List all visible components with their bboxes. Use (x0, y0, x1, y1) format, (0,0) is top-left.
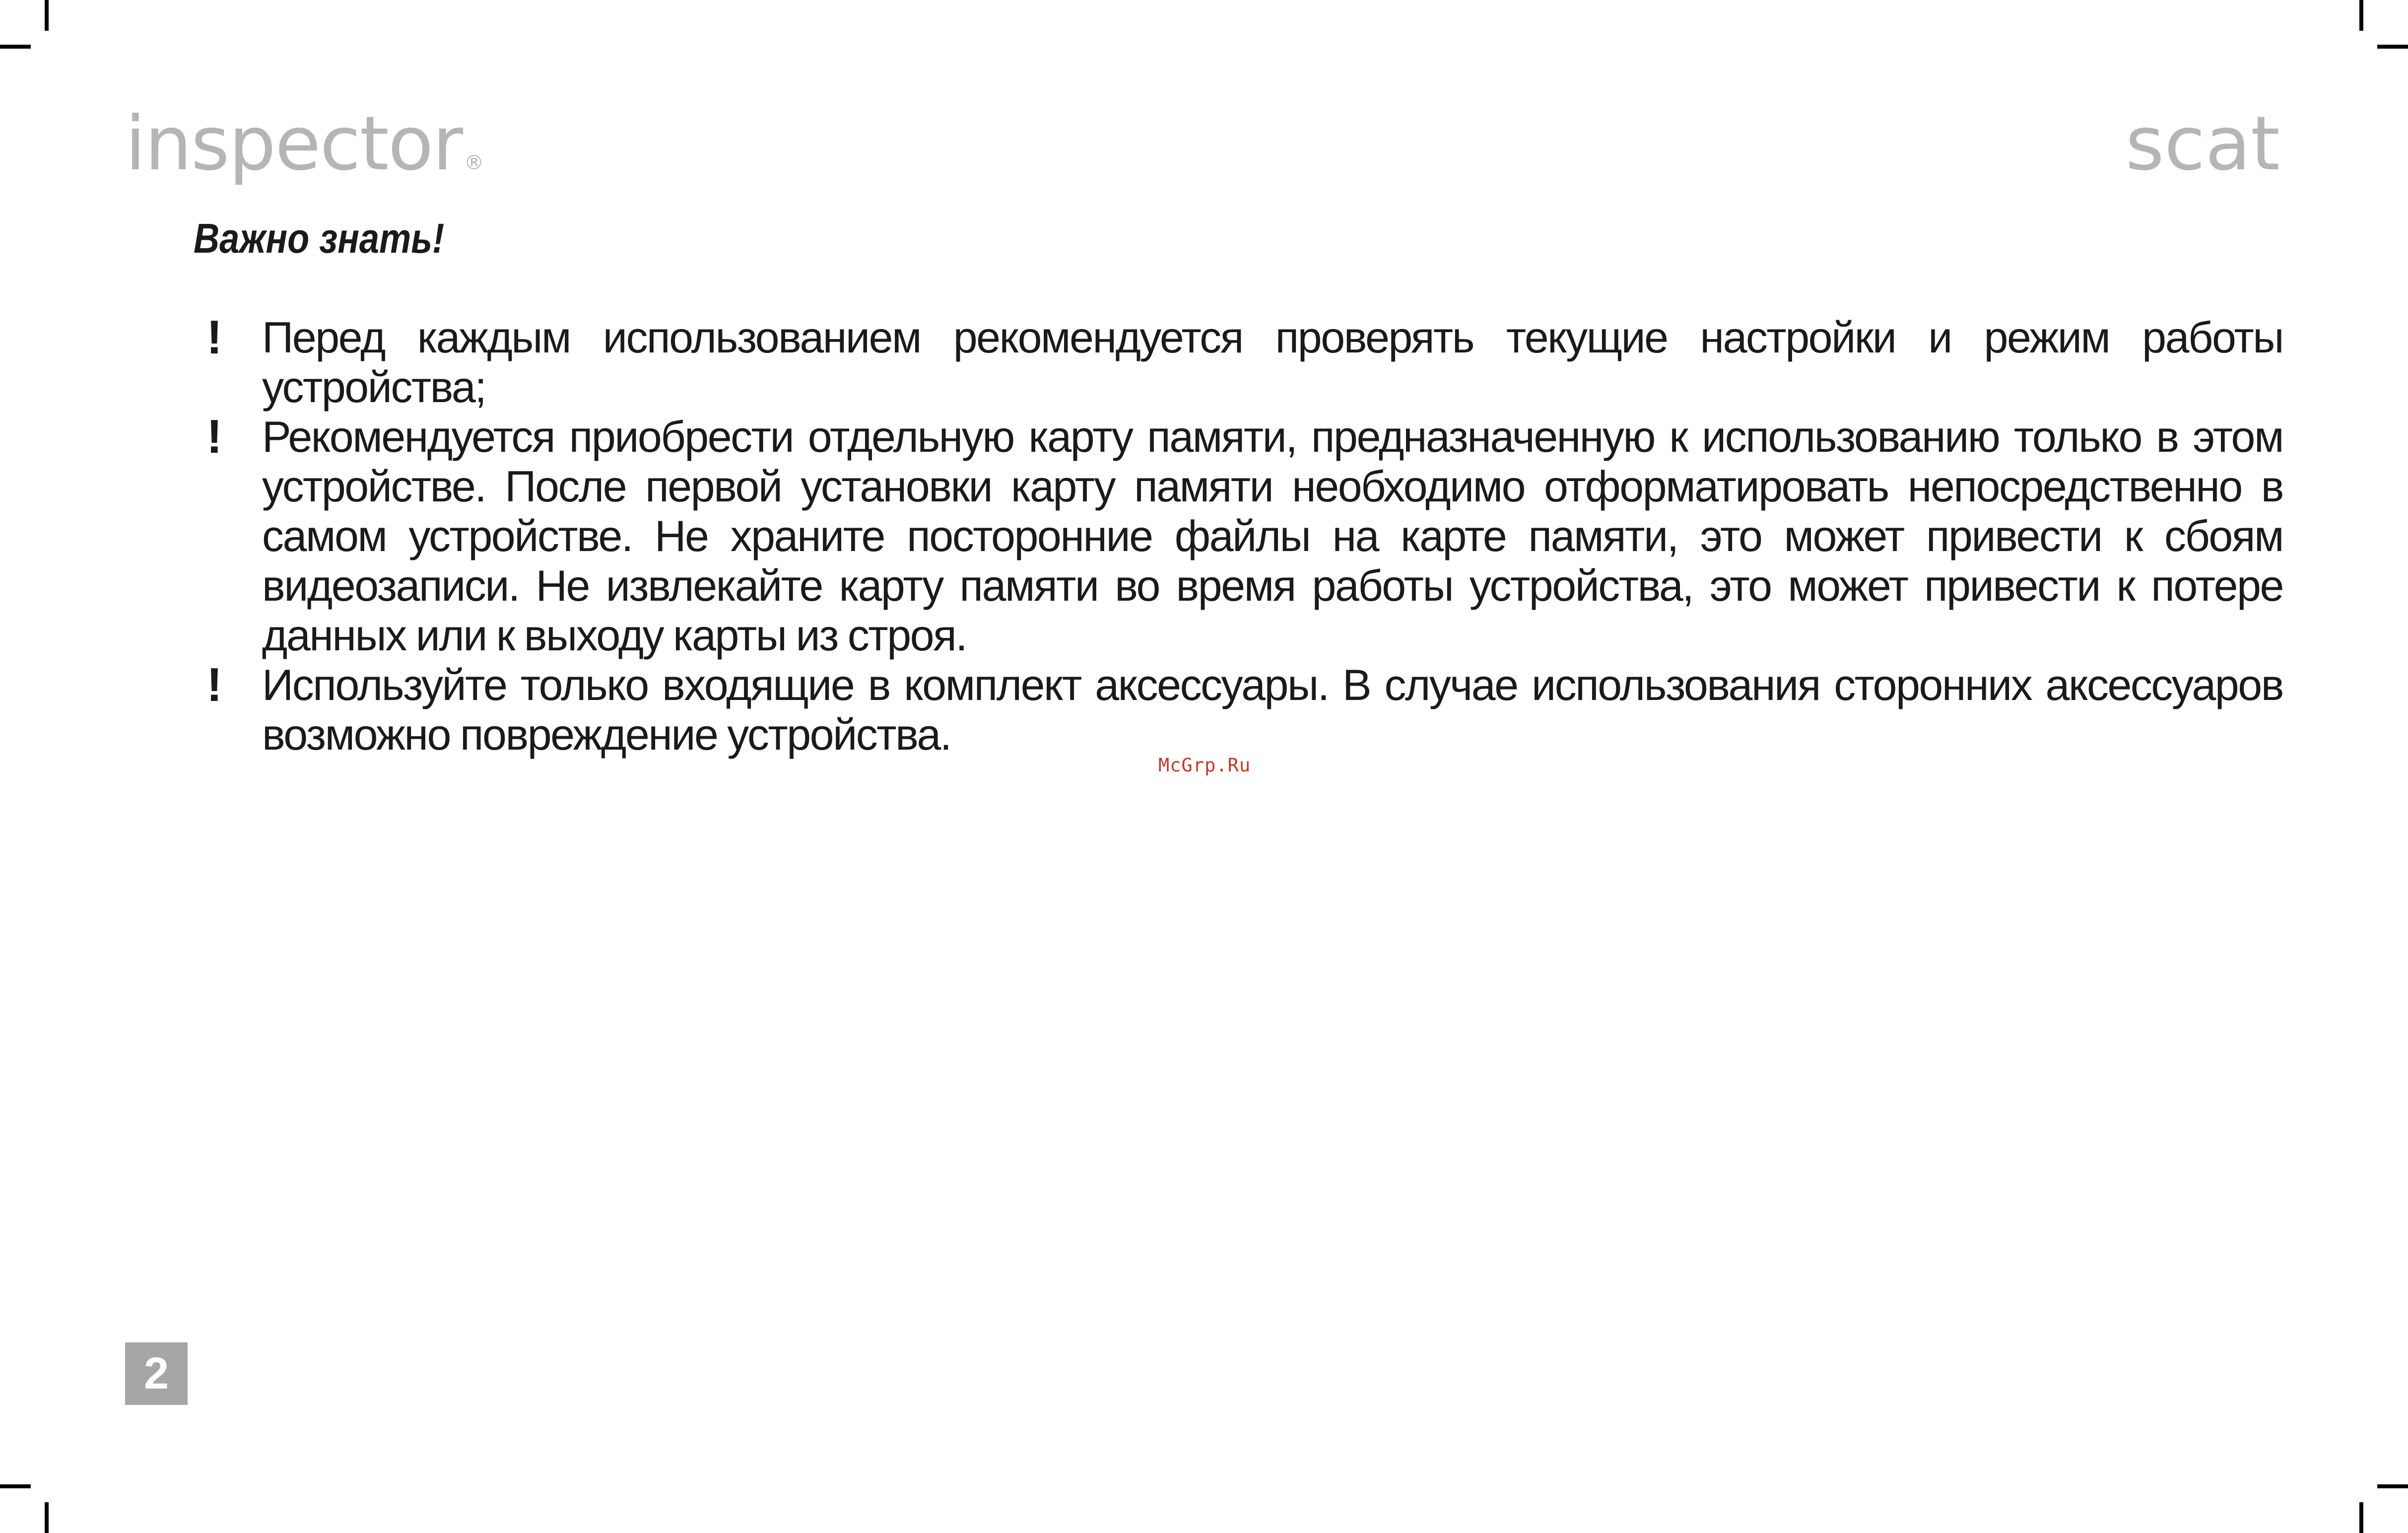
inspector-logo (125, 101, 483, 187)
crop-mark-top-left-horizontal (0, 45, 31, 49)
crop-mark-top-right-vertical (2359, 0, 2363, 31)
warning-text: Перед каждым использованием рекомендуется проверять текущие настройки и режим работы устройства; (262, 313, 2283, 412)
warning-text: Рекомендуется приобрести отдельную карту памяти, предназначенную к использованию только в этом устройстве. После первой установки карту памяти необходимо отформатировать непосредственно в самом устройстве. Не храните посторонние файлы на карте памяти, это может привести к сбоям видеозаписи. Не извлекайте карту памяти во время работы устройства, это может привести к потере данных или к выходу карты из строя. (262, 412, 2283, 660)
warning-item (199, 660, 2283, 760)
inspector-logo-text: inspector (125, 101, 463, 187)
crop-mark-top-left-vertical (45, 0, 49, 31)
warnings-list (199, 313, 2283, 760)
registered-mark: ® (464, 151, 483, 174)
crop-mark-bottom-right-vertical (2359, 1502, 2363, 1533)
crop-mark-bottom-right-horizontal (2377, 1484, 2408, 1488)
crop-mark-bottom-left-vertical (45, 1502, 49, 1533)
crop-mark-bottom-left-horizontal (0, 1484, 31, 1488)
exclamation-icon: ! (206, 311, 221, 364)
section-title: Важно знать! (194, 215, 445, 262)
crop-mark-top-right-horizontal (2377, 45, 2408, 49)
warning-item (199, 412, 2283, 660)
scat-logo: scat (2125, 101, 2280, 187)
warning-text: Используйте только входящие в комплект аксессуары. В случае использования сторонних аксессуаров возможно повреждение устройства. (262, 660, 2283, 759)
watermark: McGrp.Ru (1158, 755, 1251, 776)
page-number: 2 (125, 1342, 188, 1405)
exclamation-icon: ! (206, 410, 221, 463)
exclamation-icon: ! (206, 658, 221, 711)
warning-item (199, 313, 2283, 412)
